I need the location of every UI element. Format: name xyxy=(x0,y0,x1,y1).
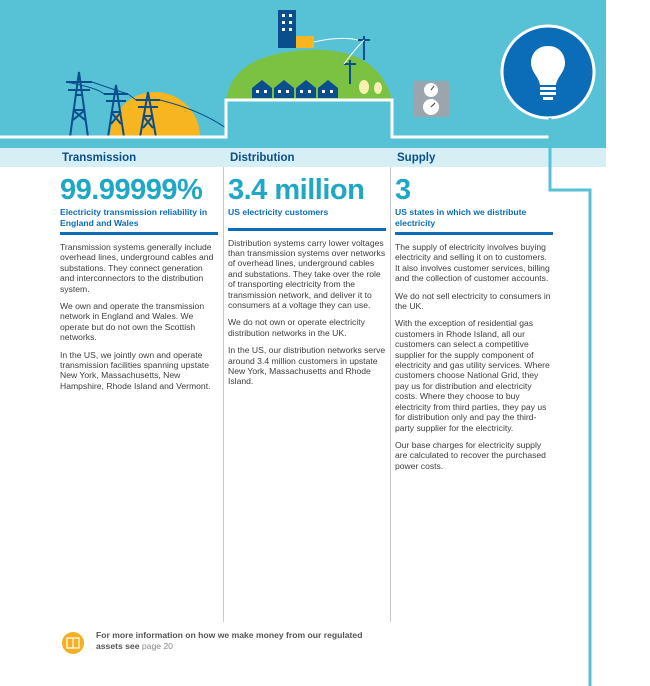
paragraph: We do not own or operate electricity distribution networks in the UK. xyxy=(228,317,365,338)
stat-caption: US electricity customers xyxy=(228,207,329,217)
column-heading: Distribution xyxy=(230,152,295,164)
paragraph: The supply of electricity involves buying electricity and selling it on to customers. It also involves customer services, billing and the collection of customer accounts. xyxy=(395,242,550,284)
supply-column xyxy=(395,148,553,478)
stat-caption: US states in which we distribute electricity xyxy=(395,207,527,228)
building-icon xyxy=(278,10,314,48)
paragraph: With the exception of residential gas customers in Rhode Island, all our customers can select a competitive supplier for the supply component of electricity and gas utility services. Where customers choose National Grid, they pay us for distribution and electricity costs. Where they choose to buy electricity from third parties, they pay us for distribution only and pay the third-party supplier for the electricity. xyxy=(395,318,550,433)
divider xyxy=(60,232,218,235)
lightbulb-icon xyxy=(500,24,596,120)
paragraph: Transmission systems generally include overhead lines, underground cables and substations. They connect generation and interconnectors to the distribution system. xyxy=(60,242,214,294)
stat-value: 3.4 million xyxy=(228,174,365,206)
footer-text: For more information on how we make money from our regulated assets see xyxy=(96,630,363,651)
stat-value: 99.99999% xyxy=(60,174,203,206)
column-divider xyxy=(223,167,224,622)
paragraph: In the US, our distribution networks serve around 3.4 million customers in upstate New York, Massachusetts and Rhode Island. xyxy=(228,345,386,387)
divider xyxy=(228,228,386,231)
divider xyxy=(395,232,553,235)
footer-note xyxy=(96,630,386,652)
paragraph: Our base charges for electricity supply are calculated to recover the purchased power costs. xyxy=(395,439,546,471)
page-reference-link[interactable]: page 20 xyxy=(141,641,173,651)
stat-caption: Electricity transmission reliability in England and Wales xyxy=(60,207,208,228)
paragraph: Distribution systems carry lower voltages than transmission systems over networks of overhead lines, underground cables and substations. They take over the role of transporting electricity from the transmission network, and deliver it to consumers at a voltage they can use. xyxy=(228,237,386,310)
flow-line xyxy=(540,118,650,686)
column-heading: Supply xyxy=(397,152,436,164)
column-divider xyxy=(390,167,391,622)
column-heading: Transmission xyxy=(62,152,137,164)
stat-value: 3 xyxy=(395,174,411,206)
meter-icon xyxy=(413,81,449,117)
paragraph: In the US, we jointly own and operate transmission facilities spanning upstate New York, Massachusetts, New Hampshire, Rhode Island and Vermont. xyxy=(60,349,211,391)
distribution-column xyxy=(228,148,386,394)
book-icon xyxy=(62,632,84,654)
paragraph: We own and operate the transmission network in England and Wales. We operate but do not own the Scottish networks. xyxy=(60,301,205,343)
transmission-column xyxy=(60,148,218,398)
paragraph: We do not sell electricity to consumers in the UK. xyxy=(395,290,551,312)
